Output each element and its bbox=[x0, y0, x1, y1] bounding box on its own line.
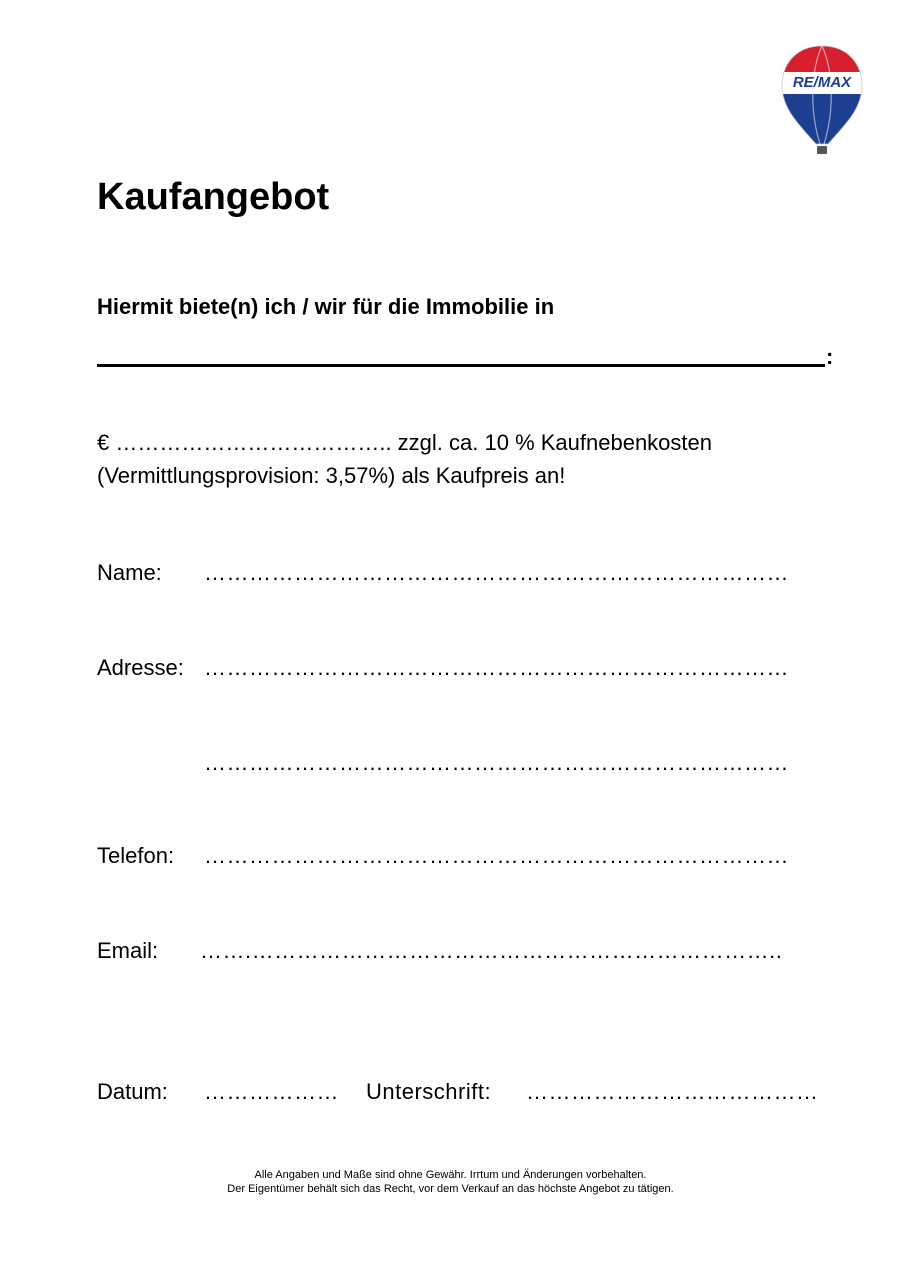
disclaimer-line-2: Der Eigentümer behält sich das Recht, vor dem Verkauf an das höchste Angebot zu tätigen. bbox=[227, 1183, 674, 1195]
price-line[interactable]: € ……………………………….. zzgl. ca. 10 % Kaufnebenkosten bbox=[97, 430, 713, 455]
address-label: Adresse: bbox=[97, 655, 184, 680]
signature-field[interactable]: ………………………………… bbox=[526, 1079, 819, 1104]
disclaimer-footer bbox=[0, 1168, 901, 1196]
property-address-line[interactable] bbox=[97, 364, 825, 367]
email-field[interactable]: …….…………………………………………………………….. bbox=[200, 938, 783, 963]
phone-field[interactable]: …………………………………………………………………… bbox=[204, 843, 789, 868]
address-colon: : bbox=[826, 344, 834, 369]
hot-air-balloon-icon bbox=[776, 42, 868, 158]
phone-label: Telefon: bbox=[97, 843, 175, 868]
logo-wordmark: RE/MAX bbox=[792, 74, 852, 91]
price-line-commission: (Vermittlungsprovision: 3,57%) als Kaufpreis an! bbox=[97, 463, 566, 488]
email-label: Email: bbox=[97, 938, 159, 963]
page-title: Kaufangebot bbox=[97, 176, 330, 218]
offer-heading: Hiermit biete(n) ich / wir für die Immobilie in bbox=[97, 294, 555, 319]
name-label: Name: bbox=[97, 560, 162, 585]
name-field[interactable]: …………………………………………………………………… bbox=[204, 560, 789, 585]
signature-label: Unterschrift: bbox=[366, 1079, 492, 1104]
address-field-line1[interactable]: …………………………………………………………………… bbox=[204, 655, 789, 680]
remax-logo bbox=[776, 42, 868, 158]
address-field-line2[interactable]: …………………………………………………………………… bbox=[204, 750, 789, 775]
date-field[interactable]: ……………… bbox=[204, 1079, 339, 1104]
disclaimer-line-1: Alle Angaben und Maße sind ohne Gewähr. Irrtum und Änderungen vorbehalten. bbox=[254, 1169, 647, 1181]
date-label: Datum: bbox=[97, 1079, 168, 1104]
